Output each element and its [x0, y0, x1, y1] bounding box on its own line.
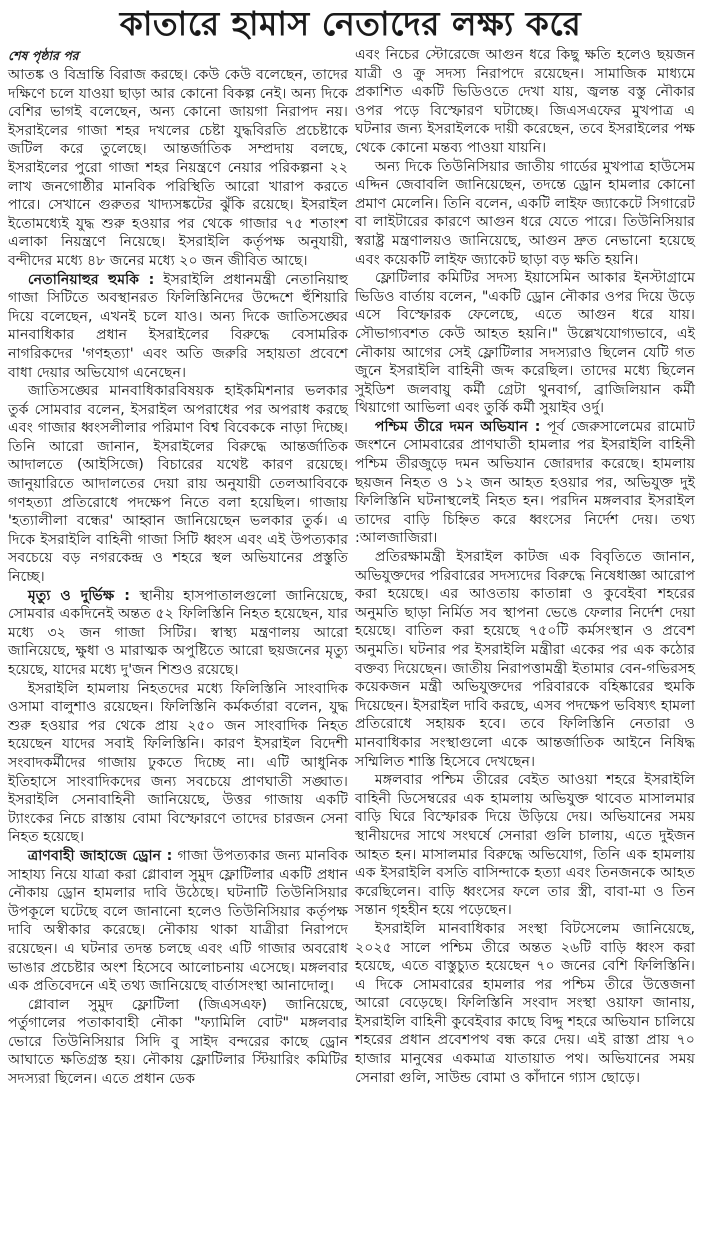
article-paragraph — [355, 771, 695, 920]
paragraph-text: পূর্ব জেরুসালেমের রামোট জংশনে সোমবারের প্রাণঘাতী হামলার পর ইসরাইলি বাহিনী পশ্চিম তীরজুড়ে দমন অভিযান জোরদার করেছে। হামলায় ছয়জন নিহত ও ১২ জন আহত হওয়ার পর, অভিযুক্ত দুই ফিলিস্তিনি ঘটনাস্থলেই নিহত হন। পরদিন মঙ্গলবার ইসরাইল তাদের বাড়ি চিহ্নিত করে ধ্বংসের নির্দেশ দেয়। তথ্য :আলজাজিরা। — [355, 418, 696, 547]
article-paragraph — [355, 269, 695, 418]
paragraph-text: ইসরাইলি প্রধানমন্ত্রী নেতানিয়াহু গাজা সিটিতে অবস্থানরত ফিলিস্তিনিদের উদ্দেশে হুঁশিয়ারি দিয়ে বলেছেন, এখনই চলে যাও। অন্য দিকে জাতিসঙ্ঘের মানবাধিকার প্রধান ইসরাইলের বিরুদ্ধে বেসামরিক নাগরিকদের 'গণহত্যা' এবং অতি জরুরি সহায়তা প্রবেশে বাধা দেয়ার অভিযোগ এনেছেন। — [8, 271, 349, 381]
paragraph-text: ফ্লোটিলার কমিটির সদস্য ইয়াসেমিন আকার ইনস্টাগ্রামে ভিডিও বার্তায় বলেন, "একটি ড্রোন নৌকার ওপর দিয়ে উড়ে এসে বিস্ফোরক ফেলেছে, এতে আগুন ধরে যায়। সৌভাগ্যবশত কেউ আহত হয়নি।" উল্লেখযোগ্যভাবে, এই নৌকায় আগের সেই ফ্লোটিলার সদস্যরাও ছিলেন যেটি গত জুনে ইসরাইলি বাহিনী জব্দ করেছিল। তাদের মধ্যে ছিলেন সুইডিশ জলবায়ু কর্মী গ্রেটা থুনবার্গ, ব্রাজিলিয়ান কর্মী থিয়াগো আভিলা এবং তুর্কি কর্মী সুয়াইব ওর্দু। — [355, 270, 695, 417]
left-column — [8, 46, 348, 1089]
article-paragraph — [8, 847, 348, 996]
article-paragraph — [8, 680, 348, 847]
article-paragraph — [8, 66, 348, 271]
continuation-byline: শেষ পৃষ্ঠার পর — [8, 48, 79, 63]
article-paragraph — [8, 382, 348, 587]
paragraph-text: এবং নিচের স্টোরেজে আগুন ধরে কিছু ক্ষতি হলেও ছয়জন যাত্রী ও ক্রু সদস্য নিরাপদে রয়েছেন। সামাজিক মাধ্যমে প্রকাশিত একটি ভিডিওতে দেখা যায়, জ্বলন্ত বস্তু নৌকার ওপর পড়ে বিস্ফোরণ ঘটাচ্ছে। জিএসএফের মুখপাত্র এ ঘটনার জন্য ইসরাইলকে দায়ী করেছেন, তবে ইসরাইলের পক্ষ থেকে কোনো মন্তব্য পাওয়া যায়নি। — [355, 47, 695, 156]
subheading-lead: পশ্চিম তীরে দমন অভিযান : — [374, 418, 541, 435]
article-paragraph — [355, 158, 695, 270]
subheading-lead: নেতানিয়াহুর হুমকি : — [27, 271, 155, 288]
subheading-lead: ত্রাণবাহী জাহাজে ড্রোন : — [27, 847, 173, 864]
subheading-lead: মৃত্যু ও দুর্ভিক্ষ : — [27, 587, 130, 604]
article-paragraph — [355, 920, 695, 1087]
right-column — [355, 46, 695, 1089]
paragraph-text: আতঙ্ক ও বিভ্রান্তি বিরাজ করছে। কেউ কেউ বলেছেন, তাদের দক্ষিণে চলে যাওয়া ছাড়া আর কোনো বিকল্প নেই। অন্য দিকে বেশির ভাগই বলেছেন, অন্য কোনো জায়গা নিরাপদ নয়। ইসরাইলের গাজা শহর দখলের চেষ্টা যুদ্ধবিরতি প্রচেষ্টাকে জটিল করে তুলেছে। আন্তর্জাতিক সম্প্রদায় বলছে, ইসরাইলের পুরো গাজা শহর নিয়ন্ত্রণে নেয়ার পরিকল্পনা ২২ লাখ জনগোষ্ঠীর মানবিক পরিস্থিতি আরো খারাপ করতে পারে। সেখানে গুরুতর খাদ্যসঙ্কটের ঝুঁকি রয়েছে। ইসরাইল ইতোমধ্যেই যুদ্ধ শুরু হওয়ার পর থেকে গাজার ৭৫ শতাংশ এলাকা নিয়ন্ত্রণে নিয়েছে। ইসরাইলি কর্তৃপক্ষ অনুযায়ী, বন্দীদের মধ্যে ৪৮ জনের মধ্যে ২০ জন জীবিত আছে। — [8, 67, 348, 269]
paragraph-text: ইসরাইলি মানবাধিকার সংস্থা বিটসেলেম জানিয়েছে, ২০২৫ সালে পশ্চিম তীরে অন্তত ২৬টি বাড়ি ধ্বংস করা হয়েছে, এতে বাস্তুচ্যুত হয়েছেন ৭০ জনের বেশি ফিলিস্তিনি। এ দিকে সোমবারের হামলার পর পশ্চিম তীরে উত্তেজনা আরো বেড়েছে। ফিলিস্তিনি সংবাদ সংস্থা ওয়াফা জানায়, ইসরাইলি বাহিনী কুবেইবার কাছে বিদ্দু শহরে অভিযান চালিয়ে শহরের প্রধান প্রবেশপথ বন্ধ করে দেয়। এই রাস্তা প্রায় ৭০ হাজার মানুষের একমাত্র যাতায়াত পথ। অভিযানের সময় সেনারা গুলি, সাউন্ড বোমা ও কাঁদানে গ্যাস ছোড়ে। — [355, 920, 695, 1086]
paragraph-text: গাজা উপত্যকার জন্য মানবিক সাহায্য নিয়ে যাত্রা করা গ্লোবাল সুমুদ ফ্লোটিলার একটি প্রধান নৌকায় ড্রোন হামলার দাবি উঠেছে। ঘটনাটি তিউনিসিয়ার উপকূলে ঘটেছে বলে জানানো হলেও তিউনিসিয়ার কর্তৃপক্ষ দাবি অস্বীকার করেছে। নৌকায় থাকা যাত্রীরা নিরাপদে রয়েছেন। এ ঘটনার তদন্ত চলছে এবং এটি গাজার অবরোধ ভাঙার প্রচেষ্টার অংশ হিসেবে আলোচনায় এসেছে। মঙ্গলবার এক প্রতিবেদনে এই তথ্য জানিয়েছে বার্তাসংস্থা আনাদোলু। — [8, 847, 348, 995]
paragraph-text: ইসরাইলি হামলায় নিহতদের মধ্যে ফিলিস্তিনি সাংবাদিক ওসামা বালুশাও রয়েছেন। ফিলিস্তিনি কর্মকর্তারা বলেন, যুদ্ধ শুরু হওয়ার পর থেকে প্রায় ২৫০ জন সাংবাদিক নিহত হয়েছেন যাদের সবাই ফিলিস্তিনি। কারণ ইসরাইল বিদেশী সংবাদকর্মীদের গাজায় ঢুকতে দিচ্ছে না। এটি আধুনিক ইতিহাসে সাংবাদিকদের জন্য সবচেয়ে প্রাণঘাতী সঙ্ঘাত। ইসরাইলি সেনাবাহিনী জানিয়েছে, উত্তর গাজায় একটি ট্যাংকের নিচে রাস্তায় বোমা বিস্ফোরণে তাদের চারজন সেনা নিহত হয়েছে। — [8, 680, 348, 846]
paragraph-text: অন্য দিকে তিউনিসিয়ার জাতীয় গার্ডের মুখপাত্র হাউসেম এদ্দিন জেবাবলি জানিয়েছেন, তদন্তে ড্রোন হামলার কোনো প্রমাণ মেলেনি। তিনি বলেন, একটি লাইফ জ্যাকেটে সিগারেট বা লাইটারের কারণে আগুন ধরে যেতে পারে। তিউনিসিয়ার স্বরাষ্ট্র মন্ত্রণালয়ও জানিয়েছে, আগুন দ্রুত নেভানো হয়েছে এবং কয়েকটি লাইফ জ্যাকেট ছাড়া বড় ক্ষতি হয়নি। — [355, 158, 695, 268]
paragraph-text: জাতিসঙ্ঘের মানবাধিকারবিষয়ক হাইকমিশনার ভলকার তুর্ক সোমবার বলেন, ইসরাইল অপরাধের পর অপরাধ করছে এবং গাজার ধ্বংসলীলার পরিমাণ বিশ্ব বিবেককে নাড়া দিচ্ছে। তিনি আরো জানান, ইসরাইলের বিরুদ্ধে আন্তর্জাতিক আদালতে (আইসিজে) বিচারের যথেষ্ট কারণ রয়েছে। জানুয়ারিতে আদালতের দেয়া রায় অনুযায়ী তেলআবিবকে গণহত্যা প্রতিরোধে পদক্ষেপ নিতে বলা হয়েছিল। গাজায় 'হত্যালীলা বন্ধের' আহ্বান জানিয়েছেন ভলকার তুর্ক। এ দিকে ইসরাইলি বাহিনী গাজা সিটি ধ্বংস এবং এই উপত্যকার সবচেয়ে বড় নগরকেন্দ্র ও শহরে স্থল অভিযানের প্রস্তুতি নিচ্ছে। — [8, 383, 348, 586]
article-paragraph — [8, 271, 348, 383]
article-paragraph — [355, 418, 695, 548]
article-paragraph — [355, 548, 695, 771]
article-paragraph — [8, 996, 348, 1089]
paragraph-text: স্থানীয় হাসপাতালগুলো জানিয়েছে, সোমবার একদিনেই অন্তত ৫২ ফিলিস্তিনি নিহত হয়েছেন, যার মধ্যে ৩২ জন গাজা সিটির। স্বাস্থ্য মন্ত্রণালয় আরো জানিয়েছে, ক্ষুধা ও মারাত্মক অপুষ্টিতে আরো ছয়জনের মৃত্যু হয়েছে, যাদের মধ্যে দু'জন শিশুও রয়েছে। — [8, 587, 348, 678]
article-paragraph — [355, 46, 695, 158]
paragraph-text: গ্লোবাল সুমুদ ফ্লোটিলা (জিএসএফ) জানিয়েছে, পর্তুগালের পতাকাবাহী নৌকা "ফ্যামিলি বোট" মঙ্গলবার ভোরে তিউনিসিয়ার সিদি বু সাইদ বন্দরের কাছে ড্রোন আঘাতে ক্ষতিগ্রস্ত হয়। নৌকায় ফ্লোটিলার স্টিয়ারিং কমিটির সদস্যরা ছিলেন। এতে প্রধান ডেক — [8, 996, 348, 1088]
article-paragraph — [8, 587, 348, 680]
headline: কাতারে হামাস নেতাদের লক্ষ্য করে — [119, 4, 582, 43]
paragraph-text: প্রতিরক্ষামন্ত্রী ইসরাইল কাটজ এক বিবৃতিতে জানান, অভিযুক্তদের পরিবারের সদস্যদের বিরুদ্ধে নিষেধাজ্ঞা আরোপ করা হয়েছে। এর আওতায় কাতান্না ও কুবেইবা শহরের অনুমতি ছাড়া নির্মিত সব স্থাপনা ভেঙে ফেলার নির্দেশ দেয়া হয়েছে। বাতিল করা হয়েছে ৭৫০টি কর্মসংস্থান ও প্রবেশ অনুমতি। ঘটনার পর ইসরাইলি মন্ত্রীরা একের পর এক কঠোর বক্তব্য দিয়েছেন। জাতীয় নিরাপত্তামন্ত্রী ইতামার বেন-গভিরসহ কয়েকজন মন্ত্রী অভিযুক্তদের পরিবারকে বহিষ্কারের হুমকি দিয়েছেন। ইসরাইল দাবি করছে, এসব পদক্ষেপ ভবিষ্যৎ হামলা প্রতিরোধে সহায়ক হবে। তবে ফিলিস্তিনি নেতারা ও মানবাধিকার সংস্থাগুলো একে আন্তর্জাতিক আইনে নিষিদ্ধ সম্মিলিত শাস্তি হিসেবে দেখছেন। — [355, 549, 695, 770]
paragraph-text: মঙ্গলবার পশ্চিম তীরের বেইত আওয়া শহরে ইসরাইলি বাহিনী ডিসেম্বরের এক হামলায় অভিযুক্ত থাবেত মাসালমার বাড়ি ঘিরে বিস্ফোরক দিয়ে উড়িয়ে দেয়। অভিযানের সময় স্থানীয়দের সাথে সংঘর্ষে সেনারা গুলি চালায়, এতে দুইজন আহত হন। মাসালমার বিরুদ্ধে অভিযোগ, তিনি এক হামলায় এক ইসরাইলি বসতি বাসিন্দাকে হত্যা এবং তিনজনকে আহত করেছিলেন। বাড়ি ধ্বংসের ফলে তার স্ত্রী, বাবা-মা ও তিন সন্তান গৃহহীন হয়ে পড়েছেন। — [355, 772, 695, 919]
article-body — [0, 46, 701, 1089]
